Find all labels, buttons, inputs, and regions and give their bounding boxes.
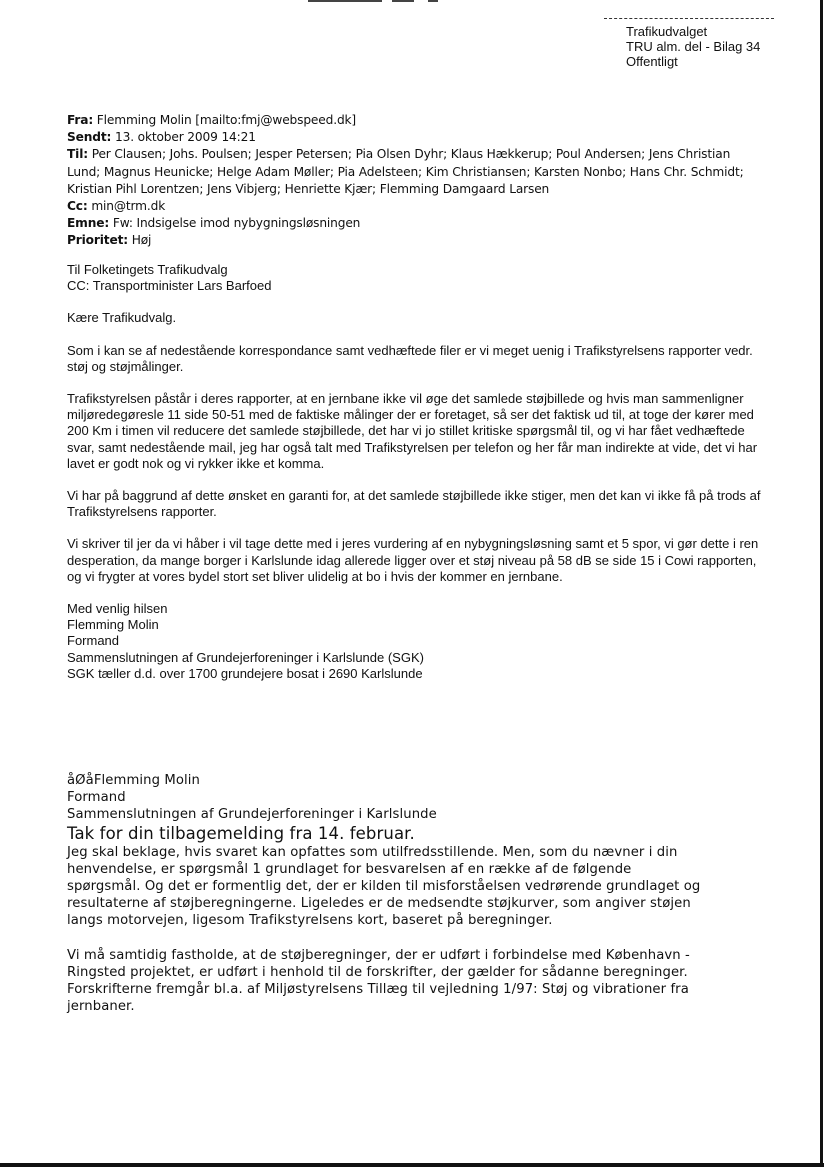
subject-label: Emne: <box>67 216 110 231</box>
to-value: Per Clausen; Johs. Poulsen; Jesper Petersen; Pia Olsen Dyhr; Klaus Hækkerup; Poul Andersen; Jens Christian Lund; Magnus Heunicke; Helge Adam Møller; Pia Adelsteen; Kim Christiansen; Karsten Nonbo; Hans Chr. Schmidt; Kristian Pihl Lorentzen; Jens Vibjerg; Henriette Kjær; Flemming Damgaard Larsen <box>67 147 744 196</box>
letter-paragraph: Som i kan se af nedestående korrespondance samt vedhæftede filer er vi meget uenig i Trafikstyrelsens rapporter vedr. støj og støjmålinger. <box>67 342 753 374</box>
reply-line: resultaterne af støjberegningerne. Ligeledes er de medsendte støjkurver, som angiver støjen <box>67 896 691 912</box>
stamp-rule <box>604 18 774 19</box>
salutation: Kære Trafikudvalg. <box>67 310 177 326</box>
closing: Med venlig hilsen <box>67 601 168 617</box>
signature-title: Formand <box>67 633 120 649</box>
priority-value: Høj <box>131 233 152 248</box>
header-priority <box>67 232 757 249</box>
email-header <box>67 112 757 250</box>
reply-line: langs motorvejen, ligesom Trafikstyrelsens kort, baseret på beregninger. <box>67 913 553 929</box>
recipient-line: CC: Transportminister Lars Barfoed <box>67 278 272 294</box>
scan-edge-mark <box>392 0 414 2</box>
from-label: Fra: <box>67 113 94 127</box>
recipient-line: Til Folketingets Trafikudvalg <box>67 262 228 277</box>
scan-border-right <box>820 0 823 1165</box>
document-stamp <box>626 24 786 69</box>
header-subject <box>67 215 757 232</box>
priority-label: Prioritet: <box>67 233 128 248</box>
reply-line: Ringsted projektet, er udført i henhold til de forskrifter, der gælder for sådanne beregninger. <box>67 964 688 980</box>
scan-edge-mark <box>308 0 382 2</box>
subject-value: Fw: Indsigelse imod nybygningsløsningen <box>112 216 361 231</box>
cc-value: min@trm.dk <box>91 199 166 214</box>
reply-line: spørgsmål. Og det er formentlig det, der er kilden til misforståelsen vedrørende grundlaget og <box>67 879 701 895</box>
reply-section <box>67 772 767 1032</box>
header-sent <box>67 129 757 146</box>
letter-paragraph: Vi skriver til jer da vi håber i vil tage dette med i jeres vurdering af en nybygningsløsning samt et 5 spor, vi gør dette i ren desperation, da mange borger i Karlslunde idag allerede ligger over et støj niveau på 58 dB se side 15 i Cowi rapporten, og vi frygter at vores bydel stort set bliver ulidelig at bo i hvis der kommer en jernbane. <box>67 536 759 584</box>
cc-label: Cc: <box>67 199 88 214</box>
letter-body <box>67 262 767 682</box>
reply-line: jernbaner. <box>67 999 135 1015</box>
signature-block <box>67 601 767 682</box>
from-value: Flemming Molin [mailto:fmj@webspeed.dk] <box>96 113 357 127</box>
reply-name: åØåFlemming Molin <box>67 773 201 788</box>
sent-value: 13. oktober 2009 14:21 <box>114 130 256 145</box>
scan-edge-mark <box>428 0 438 2</box>
signature-org: Sammenslutningen af Grundejerforeninger i Karlslunde (SGK) <box>67 649 424 665</box>
reply-heading: Tak for din tilbagemelding fra 14. februar. <box>67 823 415 843</box>
letter-paragraph: Vi har på baggrund af dette ønsket en garanti for, at det samlede støjbillede ikke stiger, men det kan vi ikke få på trods af Trafikstyrelsens rapporter. <box>67 488 761 520</box>
letter-paragraph: Trafikstyrelsen påstår i deres rapporter, at en jernbane ikke vil øge det samlede støjbillede og hvis man sammenligner miljøredegøresle 11 side 50-51 med de faktiske målinger der er foretaget, så ser det faktisk ud til, at toge der kører med 200 Km i timen vil reducere det samlede støjbillede, det har vi jo stillet kritiske spørgsmål til, og vi har fået vedhæftede svar, samt nedestående mail, jeg har også talt med Trafikstyrelsen per telefon og her får man indirekte at vide, det vi har lavet er godt nok og vi rykker ikke et komma. <box>67 391 758 471</box>
reply-line: Forskrifterne fremgår bl.a. af Miljøstyrelsens Tillæg til vejledning 1/97: Støj og vibrationer fra <box>67 982 689 998</box>
reply-title: Formand <box>67 790 126 806</box>
signature-note: SGK tæller d.d. over 1700 grundejere bosat i 2690 Karlslunde <box>67 665 423 681</box>
stamp-line: Offentligt <box>626 54 678 69</box>
recipient-block <box>67 262 767 294</box>
reply-paragraph <box>67 844 767 930</box>
signature-name: Flemming Molin <box>67 617 159 633</box>
reply-org: Sammenslutningen af Grundejerforeninger i Karlslunde <box>67 807 437 823</box>
reply-line: Jeg skal beklage, hvis svaret kan opfattes som utilfredsstillende. Men, som du nævner i din <box>67 844 678 860</box>
reply-line: henvendelse, er spørgsmål 1 grundlaget for besvarelsen af en række af de følgende <box>67 861 632 877</box>
stamp-line: Trafikudvalget <box>626 24 708 39</box>
header-cc <box>67 198 757 215</box>
header-from <box>67 112 757 129</box>
reply-line: Vi må samtidig fastholde, at de støjberegninger, der er udført i forbindelse med København - <box>67 947 690 963</box>
scan-border-bottom <box>0 1163 824 1167</box>
sent-label: Sendt: <box>67 130 112 145</box>
to-label: Til: <box>67 147 88 162</box>
reply-paragraph <box>67 947 767 1016</box>
stamp-line: TRU alm. del - Bilag 34 <box>626 39 761 54</box>
header-to <box>67 146 757 198</box>
